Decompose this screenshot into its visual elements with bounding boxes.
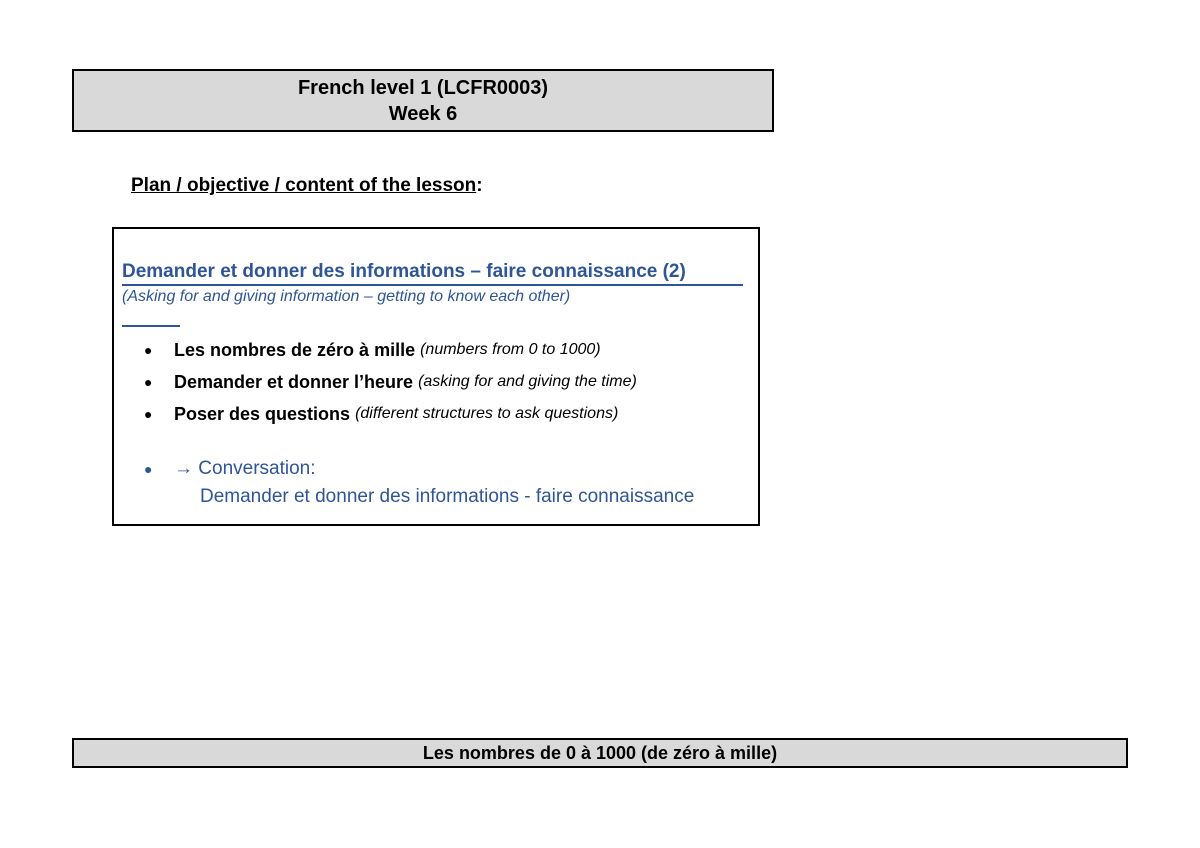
bullet-icon: ● [144, 342, 153, 358]
bullet-icon: ● [144, 461, 153, 477]
bullet-icon: ● [144, 406, 153, 422]
course-title-box [72, 69, 774, 132]
lesson-content-box [112, 227, 760, 526]
objective-note: (numbers from 0 to 1000) [420, 341, 601, 358]
conversation-label: → Conversation: [174, 458, 316, 479]
plan-heading-colon: : [476, 175, 483, 196]
section-title-box [72, 738, 1128, 768]
week-label: Week 6 [388, 102, 458, 125]
section-title: Les nombres de 0 à 1000 (de zéro à mille) [422, 743, 778, 763]
bullet-icon: ● [144, 374, 153, 390]
list-item [144, 398, 637, 430]
list-item [144, 366, 637, 398]
plan-heading-text: Plan / objective / content of the lesson [131, 175, 477, 196]
topic-title: Demander et donner des informations – faire connaissance (2) [122, 260, 743, 286]
objective-text: Demander et donner l’heure [174, 372, 414, 392]
objective-note: (asking for and giving the time) [418, 373, 637, 390]
divider-line [122, 325, 180, 327]
objective-text: Les nombres de zéro à mille [174, 340, 416, 360]
conversation-detail: Demander et donner des informations - faire connaissance [200, 486, 695, 507]
objective-text: Poser des questions [174, 404, 351, 424]
plan-heading [131, 175, 483, 197]
course-title: French level 1 (LCFR0003) [297, 76, 549, 99]
objectives-list [144, 334, 637, 430]
list-item [144, 334, 637, 366]
conversation-block [144, 455, 694, 511]
objective-note: (different structures to ask questions) [355, 405, 619, 422]
topic-translation: (Asking for and giving information – getting to know each other) [122, 288, 571, 305]
